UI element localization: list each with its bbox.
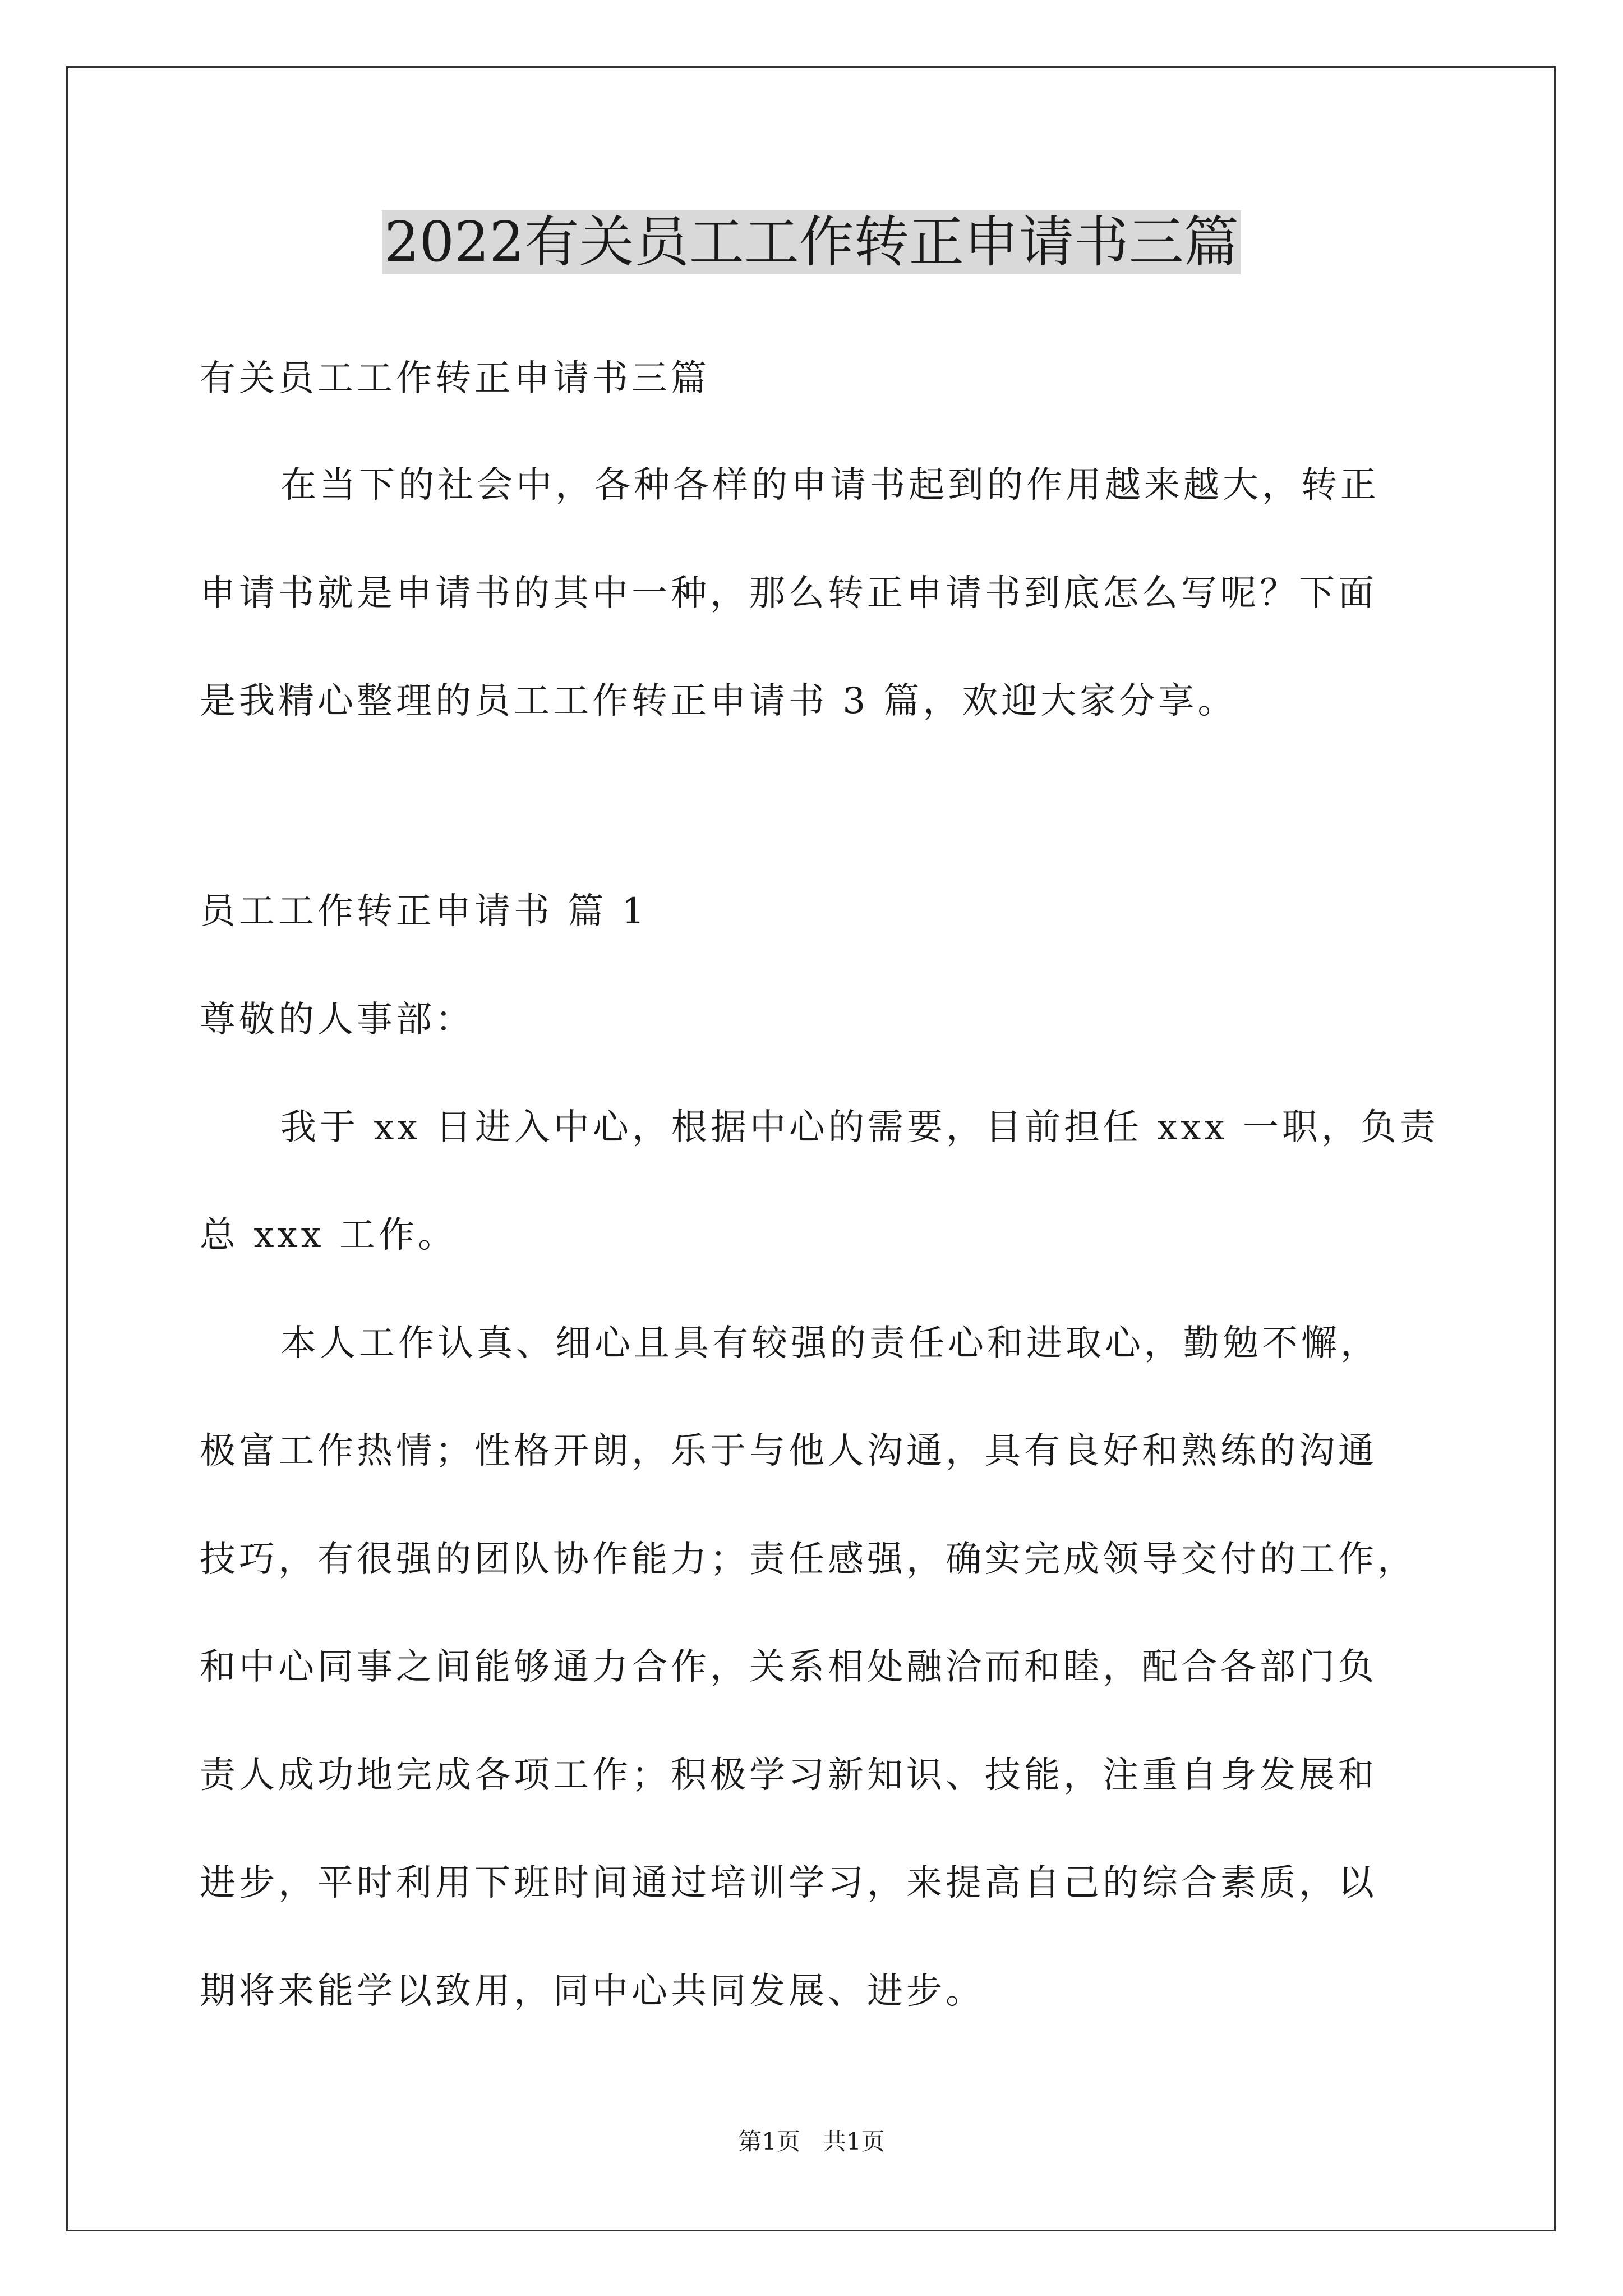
para2-line-7: 期将来能学以致用，同中心共同发展、进步。 <box>200 1971 985 2012</box>
document-title-text: 2022有关员工工作转正申请书三篇 <box>382 210 1241 274</box>
para2-line-1: 本人工作认真、细心且具有较强的责任心和进取心，勤勉不懈， <box>280 1323 1380 1364</box>
document-subtitle: 有关员工工作转正申请书三篇 <box>200 358 710 399</box>
para1-line-1: 我于 xx 日进入中心，根据中心的需要，目前担任 xxx 一职，负责 <box>280 1107 1439 1148</box>
para2-line-3: 技巧，有很强的团队协作能力；责任感强，确实完成领导交付的工作， <box>200 1539 1417 1580</box>
para2-line-2: 极富工作热情；性格开朗，乐于与他人沟通，具有良好和熟练的沟通 <box>200 1430 1377 1472</box>
para2-line-4: 和中心同事之间能够通力合作，关系相处融洽而和睦，配合各部门负 <box>200 1646 1377 1688</box>
para1-line-2: 总 xxx 工作。 <box>200 1214 457 1256</box>
section-heading: 员工工作转正申请书 篇 1 <box>200 891 648 932</box>
intro-line-3: 是我精心整理的员工工作转正申请书 3 篇，欢迎大家分享。 <box>200 680 1237 722</box>
document-title <box>0 203 1623 282</box>
para2-line-5: 责人成功地完成各项工作；积极学习新知识、技能，注重自身发展和 <box>200 1755 1377 1796</box>
salutation: 尊敬的人事部： <box>200 999 474 1041</box>
page-footer: 第1页 共1页 <box>738 2128 885 2155</box>
para2-line-6: 进步，平时利用下班时间通过培训学习，来提高自己的综合素质，以 <box>200 1862 1377 1904</box>
intro-line-2: 申请书就是申请书的其中一种，那么转正申请书到底怎么写呢？下面 <box>200 573 1377 614</box>
intro-line-1: 在当下的社会中，各种各样的申请书起到的作用越来越大，转正 <box>280 464 1380 506</box>
